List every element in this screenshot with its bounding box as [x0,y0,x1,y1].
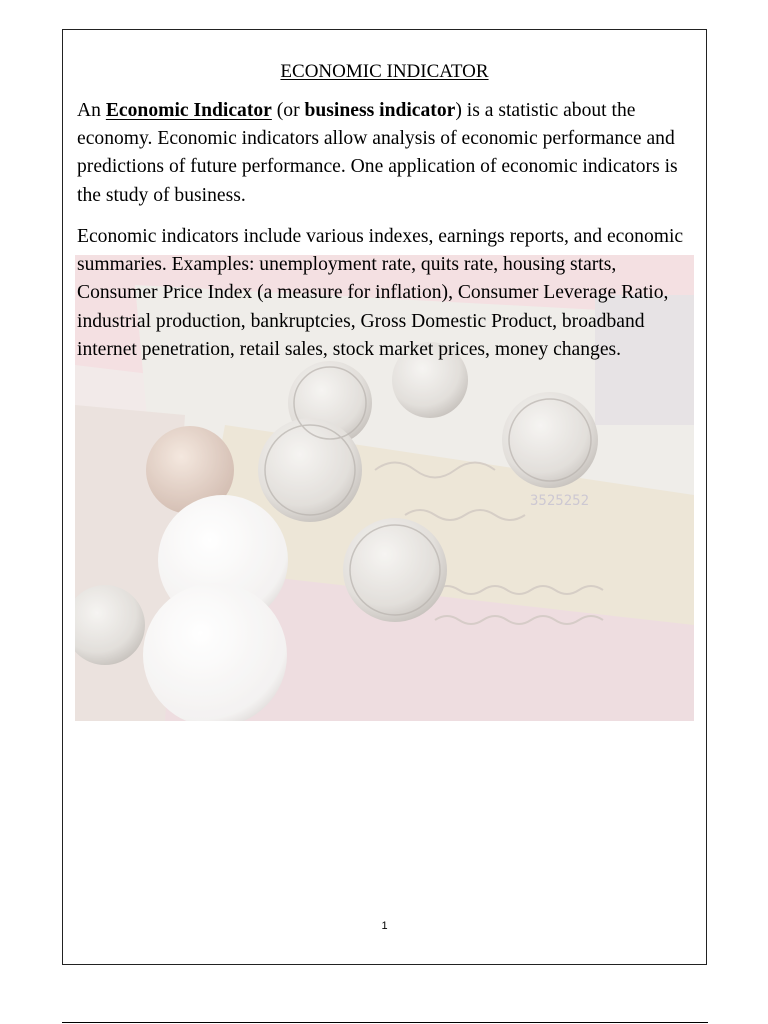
page-number: 1 [381,920,388,932]
bottom-rule [62,1022,708,1023]
examples-paragraph: Economic indicators include various indexes, earnings reports, and economic summaries. Examples: unemployment rate, quits rate, housing starts, Consumer Price Index (a measure for inflation), Consumer Leverage Ratio, industrial production, bankruptcies, Gross Domestic Product, broadband internet penetration, retail sales, stock market prices, money changes. [77,226,684,360]
intro-paragraph [77,97,699,210]
intro-rest: ) is a statistic about the economy. Economic indicators allow analysis of economic performance and predictions of future performance. One application of economic indicators is the study of business. [77,100,683,206]
document-title: ECONOMIC INDICATOR [280,61,489,82]
term-business-indicator: business indicator [304,100,456,121]
term-economic-indicator: Economic Indicator [105,100,272,121]
svg-text:3525252: 3525252 [530,493,590,509]
intro-open-paren: (or [271,100,305,121]
intro-prefix: An [77,100,106,121]
